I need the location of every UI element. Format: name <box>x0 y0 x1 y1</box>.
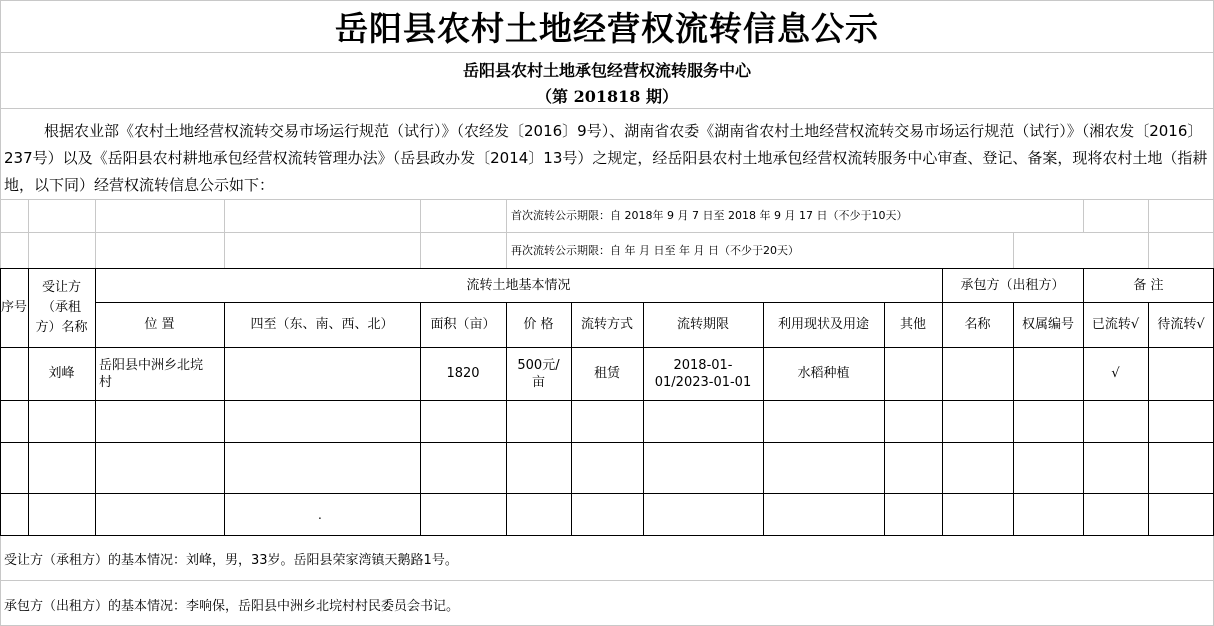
header-price: 价 格 <box>523 317 554 332</box>
page-title: 岳阳县农村土地经营权流转信息公示 <box>335 8 879 48</box>
header-boundaries: 四至（东、南、西、北） <box>250 317 394 332</box>
header-ownership-number: 权属编号 <box>1021 317 1074 332</box>
header-transferee: 受让方 （承租 方）名称 <box>35 279 88 335</box>
issuer-subtitle: 岳阳县农村土地承包经营权流转服务中心 <box>462 61 751 80</box>
header-contractor: 承包方（出租方） <box>960 277 1065 293</box>
row-location: 岳阳县中洲乡北垸 村 <box>99 357 204 390</box>
header-name: 名称 <box>964 317 991 332</box>
header-method: 流转方式 <box>580 317 633 332</box>
stray-dot: . <box>318 508 322 522</box>
header-land-info: 流转土地基本情况 <box>466 277 571 293</box>
issue-number: （第 201818 期） <box>536 87 678 106</box>
row-price: 500元/ 亩 <box>517 357 560 390</box>
header-usage: 利用现状及用途 <box>777 317 869 332</box>
row-usage: 水稻种植 <box>797 366 850 381</box>
row-term: 2018-01- 01/2023-01-01 <box>654 357 752 390</box>
header-transferred: 已流转√ <box>1091 317 1140 332</box>
transferee-basic-info: 受让方（承租方）的基本情况：刘峰，男，33岁。岳阳县荣家湾镇天鹅路1号。 <box>4 553 458 568</box>
header-seq: 序号 <box>0 300 27 315</box>
row-transferred-mark: √ <box>1111 366 1120 381</box>
header-term: 流转期限 <box>676 317 729 332</box>
second-publication-period: 再次流转公示期限：自 年 月 日至 年 月 日（不少于20天） <box>511 243 799 257</box>
header-other: 其他 <box>899 317 926 332</box>
header-area: 面积（亩） <box>430 317 496 332</box>
row-transferee: 刘峰 <box>48 366 75 381</box>
header-remarks: 备 注 <box>1133 277 1164 293</box>
header-location: 位 置 <box>144 317 175 332</box>
header-pending: 待流转√ <box>1157 317 1205 332</box>
contractor-basic-info: 承包方（出租方）的基本情况：李响保，岳阳县中洲乡北垸村村民委员会书记。 <box>4 599 460 614</box>
row-method: 租赁 <box>593 366 620 381</box>
intro-paragraph: 根据农业部《农村土地经营权流转交易市场运行规范（试行）》（农经发〔2016〕9号）、湖南省农委《湖南省农村土地经营权流转交易市场运行规范（试行）》（湘农发〔2016〕237号）以及《岳阳县农村耕地承包经营权流转管理办法》（岳县政办发〔2014〕13号）之规定，经岳阳县农村土地承包经营权流转服务中心审查、登记、备案，现将农村土地（指耕地，以下同）经营权流转信息公示如下： <box>4 122 1208 194</box>
first-publication-period: 首次流转公示期限：自 2018年 9 月 7 日至 2018 年 9 月 17 日（不少于10天） <box>511 209 908 222</box>
row-area: 1820 <box>446 366 480 381</box>
